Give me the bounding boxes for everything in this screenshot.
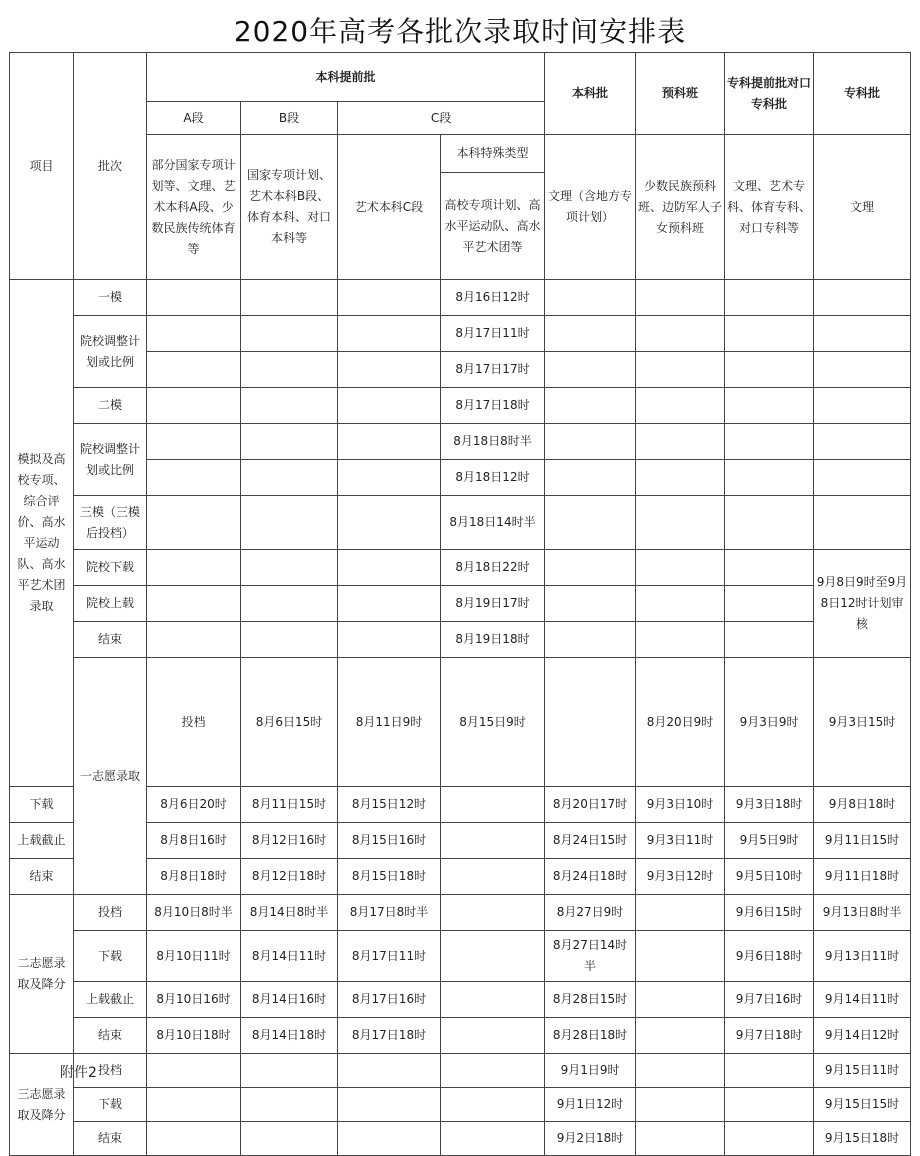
time-cell: 8月16日12时 [441, 280, 545, 316]
time-cell: 9月3日10时 [636, 787, 725, 823]
time-cell: 9月5日10时 [725, 859, 814, 895]
time-cell: 9月13日11时 [814, 931, 911, 982]
time-cell: 9月3日12时 [636, 859, 725, 895]
header-c-desc: 艺术本科C段 [338, 135, 441, 280]
time-cell [241, 1088, 338, 1122]
time-cell: 8月10日18时 [147, 1018, 241, 1054]
time-cell: 8月17日16时 [338, 982, 441, 1018]
time-cell [636, 895, 725, 931]
row-label: 投档 [74, 895, 147, 931]
header-zhuanke-tiqian: 专科提前批对口专科批 [725, 53, 814, 135]
time-cell [441, 931, 545, 982]
time-cell [441, 1018, 545, 1054]
time-cell: 9月13日8时半 [814, 895, 911, 931]
row-label: 上载截止 [74, 982, 147, 1018]
group-round2: 二志愿录取及降分 [10, 895, 74, 1054]
time-cell: 8月11日15时 [241, 787, 338, 823]
time-cell: 8月14日18时 [241, 1018, 338, 1054]
time-cell [338, 1088, 441, 1122]
time-cell: 9月14日11时 [814, 982, 911, 1018]
row-label: 投档 [147, 658, 241, 787]
time-cell: 8月20日17时 [545, 787, 636, 823]
time-cell [441, 1054, 545, 1088]
time-cell: 8月6日20时 [147, 787, 241, 823]
time-cell [241, 1122, 338, 1156]
row-label: 结束 [74, 1018, 147, 1054]
time-cell [338, 1122, 441, 1156]
row-label: 院校调整计划或比例 [74, 316, 147, 388]
time-cell: 8月20日9时 [636, 658, 725, 787]
time-cell: 9月7日18时 [725, 1018, 814, 1054]
schedule-table [9, 52, 911, 1156]
row-label: 院校下载 [74, 550, 147, 586]
time-cell: 8月14日11时 [241, 931, 338, 982]
time-cell: 9月3日18时 [725, 787, 814, 823]
time-cell: 8月28日15时 [545, 982, 636, 1018]
time-cell: 8月28日18时 [545, 1018, 636, 1054]
header-b-desc: 国家专项计划、艺术本科B段、体育本科、对口本科等 [241, 135, 338, 280]
time-cell [636, 982, 725, 1018]
time-cell: 8月12日16时 [241, 823, 338, 859]
row-label: 二模 [74, 388, 147, 424]
time-cell: 9月14日12时 [814, 1018, 911, 1054]
time-cell: 8月15日16时 [338, 823, 441, 859]
time-cell: 8月24日15时 [545, 823, 636, 859]
time-cell [636, 1054, 725, 1088]
time-cell: 9月6日15时 [725, 895, 814, 931]
time-cell [147, 1122, 241, 1156]
row-label: 院校调整计划或比例 [74, 424, 147, 496]
time-cell [545, 658, 636, 787]
time-cell: 9月11日15时 [814, 823, 911, 859]
time-cell: 9月3日9时 [725, 658, 814, 787]
time-cell [441, 982, 545, 1018]
header-b-seg: B段 [241, 102, 338, 135]
header-yuke: 预科班 [636, 53, 725, 135]
time-cell: 8月19日18时 [441, 622, 545, 658]
time-cell [636, 1122, 725, 1156]
time-cell: 8月11日9时 [338, 658, 441, 787]
time-cell [636, 1088, 725, 1122]
header-benke-tiqian: 本科提前批 [147, 53, 545, 102]
time-cell: 9月8日18时 [814, 787, 911, 823]
time-cell [725, 1122, 814, 1156]
time-cell: 8月15日9时 [441, 658, 545, 787]
time-cell [441, 1122, 545, 1156]
row-label: 结束 [10, 859, 74, 895]
footnote: 附件2 [60, 1065, 97, 1081]
time-cell [441, 1088, 545, 1122]
time-cell: 8月14日16时 [241, 982, 338, 1018]
header-special-type: 本科特殊类型 [441, 135, 545, 173]
time-cell: 8月27日14时半 [545, 931, 636, 982]
time-cell: 8月14日8时半 [241, 895, 338, 931]
time-cell: 9月1日12时 [545, 1088, 636, 1122]
row-label: 结束 [74, 622, 147, 658]
header-a-desc: 部分国家专项计划等、文理、艺术本科A段、少数民族传统体育等 [147, 135, 241, 280]
time-cell: 9月2日18时 [545, 1122, 636, 1156]
time-cell: 8月10日8时半 [147, 895, 241, 931]
header-benke: 本科批 [545, 53, 636, 135]
time-cell: 8月18日12时 [441, 460, 545, 496]
row-label: 三模（三模后投档） [74, 496, 147, 550]
time-cell: 8月17日8时半 [338, 895, 441, 931]
time-cell: 9月15日18时 [814, 1122, 911, 1156]
time-cell: 8月17日11时 [441, 316, 545, 352]
header-batch: 批次 [74, 53, 147, 280]
time-cell: 9月3日11时 [636, 823, 725, 859]
header-project: 项目 [10, 53, 74, 280]
time-cell: 8月10日16时 [147, 982, 241, 1018]
time-cell: 8月17日17时 [441, 352, 545, 388]
time-cell: 8月6日15时 [241, 658, 338, 787]
time-cell: 9月7日16时 [725, 982, 814, 1018]
group-round1: 一志愿录取 [74, 658, 147, 895]
time-cell: 8月24日18时 [545, 859, 636, 895]
time-cell: 8月17日18时 [441, 388, 545, 424]
row-label: 下载 [10, 787, 74, 823]
time-cell: 8月12日18时 [241, 859, 338, 895]
time-cell [441, 895, 545, 931]
time-cell: 8月18日8时半 [441, 424, 545, 460]
time-cell [441, 859, 545, 895]
header-yuke-desc: 少数民族预科班、边防军人子女预科班 [636, 135, 725, 280]
header-c-seg: C段 [338, 102, 545, 135]
time-cell: 8月18日14时半 [441, 496, 545, 550]
time-cell: 9月11日18时 [814, 859, 911, 895]
row-label: 下载 [74, 1088, 147, 1122]
time-cell: 9月1日9时 [545, 1054, 636, 1088]
time-cell: 9月5日9时 [725, 823, 814, 859]
row-label: 投档 [74, 1054, 147, 1088]
page-title: 2020年高考各批次录取时间安排表 [233, 15, 687, 48]
row-label: 一模 [74, 280, 147, 316]
time-cell: 8月10日11时 [147, 931, 241, 982]
time-cell [338, 1054, 441, 1088]
time-cell: 9月15日15时 [814, 1088, 911, 1122]
header-zhuanke-tiqian-desc: 文理、艺术专科、体育专科、对口专科等 [725, 135, 814, 280]
zhuanke-note: 9月8日9时至9月8日12时计划审核 [814, 550, 911, 658]
time-cell: 9月15日11时 [814, 1054, 911, 1088]
time-cell: 9月6日18时 [725, 931, 814, 982]
time-cell: 8月19日17时 [441, 586, 545, 622]
time-cell: 9月3日15时 [814, 658, 911, 787]
group-round3: 三志愿录取及降分 [10, 1054, 74, 1156]
time-cell [441, 823, 545, 859]
time-cell [725, 1054, 814, 1088]
row-label: 上载截止 [10, 823, 74, 859]
time-cell: 8月8日16时 [147, 823, 241, 859]
time-cell: 8月8日18时 [147, 859, 241, 895]
time-cell: 8月18日22时 [441, 550, 545, 586]
row-label: 下载 [74, 931, 147, 982]
header-benke-desc: 文理（含地方专项计划） [545, 135, 636, 280]
time-cell [147, 1088, 241, 1122]
row-label: 院校上载 [74, 586, 147, 622]
group-moni: 模拟及高校专项、综合评价、高水平运动队、高水平艺术团录取 [10, 280, 74, 787]
header-zhuanke: 专科批 [814, 53, 911, 135]
header-special-desc: 高校专项计划、高水平运动队、高水平艺术团等 [441, 173, 545, 280]
time-cell: 8月15日12时 [338, 787, 441, 823]
time-cell [725, 1088, 814, 1122]
time-cell: 8月27日9时 [545, 895, 636, 931]
header-zhuanke-desc: 文理 [814, 135, 911, 280]
time-cell [636, 1018, 725, 1054]
time-cell: 8月17日11时 [338, 931, 441, 982]
time-cell [441, 787, 545, 823]
time-cell: 8月15日18时 [338, 859, 441, 895]
row-label: 结束 [74, 1122, 147, 1156]
time-cell [147, 1054, 241, 1088]
time-cell [636, 931, 725, 982]
time-cell [241, 1054, 338, 1088]
time-cell: 8月17日18时 [338, 1018, 441, 1054]
header-a-seg: A段 [147, 102, 241, 135]
